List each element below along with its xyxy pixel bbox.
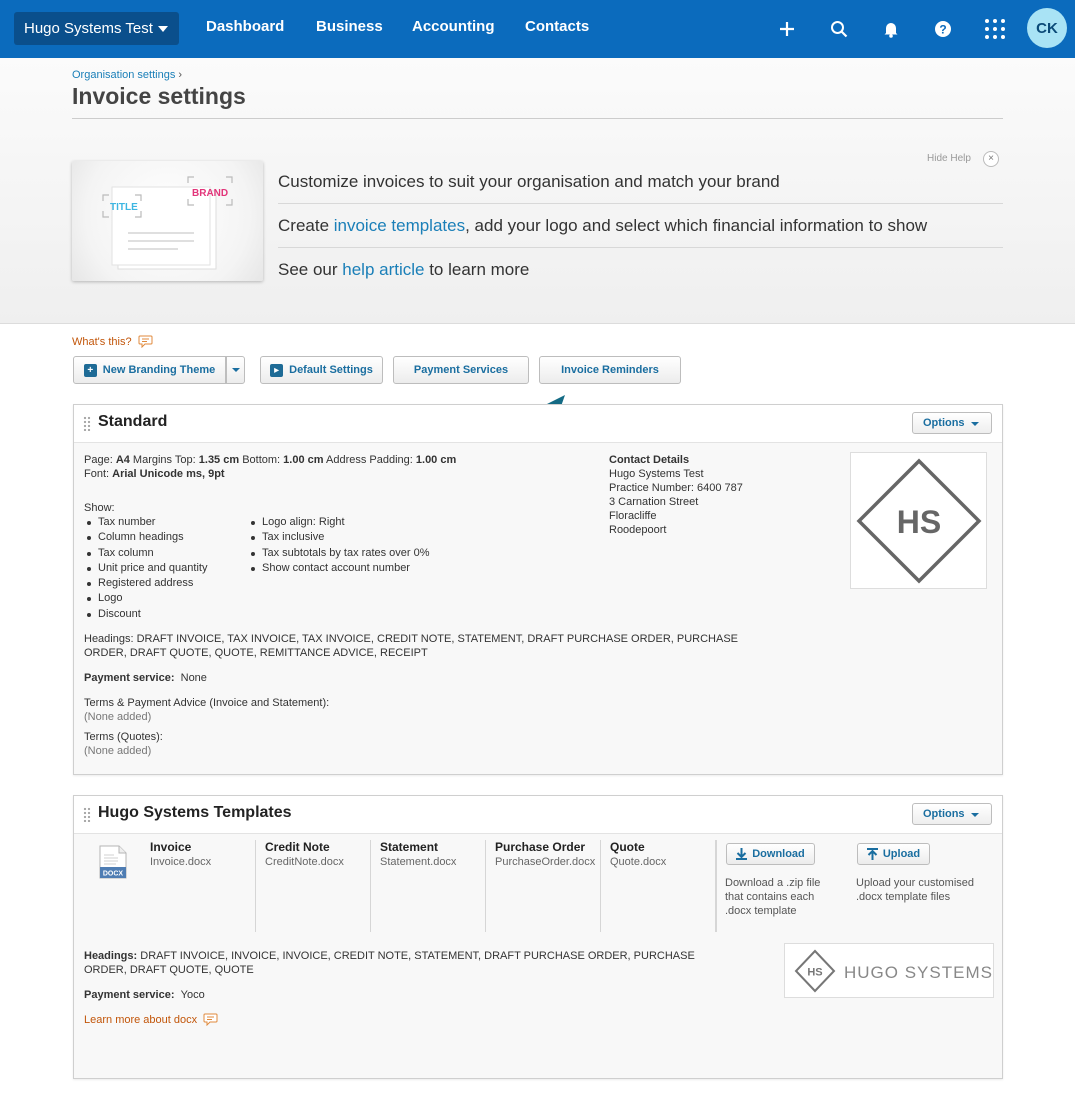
list-item: Tax inclusive bbox=[248, 530, 430, 545]
invoice-reminders-button[interactable]: Invoice Reminders bbox=[539, 356, 681, 384]
headings-value: ORDER, DRAFT QUOTE, QUOTE bbox=[84, 964, 254, 976]
breadcrumb bbox=[72, 69, 182, 81]
template-file-link[interactable]: Statement.docx bbox=[380, 856, 457, 868]
whats-this-link[interactable] bbox=[72, 334, 154, 348]
template-headings bbox=[84, 949, 695, 977]
template-file-link[interactable]: Invoice.docx bbox=[150, 856, 212, 868]
learn-more-label: Learn more about docx bbox=[84, 1014, 198, 1026]
play-icon: ▸ bbox=[270, 364, 283, 377]
speech-bubble-icon bbox=[203, 1012, 219, 1026]
help-text: to learn more bbox=[424, 260, 530, 279]
list-item: Logo bbox=[84, 591, 207, 606]
show-label: Show: bbox=[84, 502, 115, 514]
plus-icon[interactable] bbox=[774, 16, 800, 42]
label: Terms (Quotes): bbox=[84, 731, 163, 743]
download-icon bbox=[736, 848, 747, 860]
logo-text: HUGO SYSTEMS bbox=[844, 963, 993, 982]
new-branding-theme-button[interactable] bbox=[73, 356, 226, 384]
upload-icon bbox=[867, 848, 878, 860]
theme-logo bbox=[850, 452, 987, 589]
upload-button[interactable] bbox=[857, 843, 930, 865]
panel-title: Standard bbox=[98, 413, 168, 430]
label: Terms & Payment Advice (Invoice and Statement): bbox=[84, 697, 330, 709]
label: Headings: bbox=[84, 633, 137, 645]
bell-icon[interactable] bbox=[878, 16, 904, 42]
upload-description bbox=[856, 876, 974, 904]
panel-header bbox=[74, 796, 1002, 834]
address-padding: 1.00 cm bbox=[415, 454, 457, 466]
label: Address Padding: bbox=[323, 454, 416, 466]
caret-down-icon bbox=[158, 26, 168, 32]
label: Bottom: bbox=[239, 454, 284, 466]
list-item: Logo align: Right bbox=[248, 515, 430, 530]
nav-accounting[interactable]: Accounting bbox=[412, 18, 495, 35]
options-label: Options bbox=[923, 808, 965, 820]
list-item: Tax column bbox=[84, 546, 207, 561]
illustration-brand-label: BRAND bbox=[192, 188, 229, 199]
new-branding-theme-dropdown[interactable] bbox=[226, 356, 245, 384]
contact-line: 3 Carnation Street bbox=[609, 496, 699, 508]
list-item: Show contact account number bbox=[248, 561, 430, 576]
options-label: Options bbox=[923, 417, 965, 429]
list-item: Unit price and quantity bbox=[84, 561, 207, 576]
help-line-2 bbox=[278, 216, 927, 236]
options-button[interactable] bbox=[912, 412, 992, 434]
upload-label: Upload bbox=[882, 848, 921, 860]
label: Margins Top: bbox=[129, 454, 199, 466]
caret-down-icon bbox=[971, 813, 979, 817]
help-icon[interactable] bbox=[930, 16, 956, 42]
template-name: Credit Note bbox=[265, 840, 330, 854]
svg-text:?: ? bbox=[939, 22, 947, 37]
close-icon[interactable]: × bbox=[983, 151, 999, 167]
terms-payment bbox=[84, 696, 329, 724]
download-description bbox=[725, 876, 820, 918]
logo-mark: HS bbox=[807, 966, 823, 979]
description-line: that contains each bbox=[725, 891, 815, 903]
org-switcher[interactable] bbox=[14, 12, 179, 45]
help-text: Create bbox=[278, 216, 334, 235]
new-branding-theme-label: New Branding Theme bbox=[102, 364, 216, 376]
divider bbox=[278, 247, 1003, 248]
list-item: Column headings bbox=[84, 530, 207, 545]
contact-details bbox=[609, 453, 743, 537]
template-payment-service bbox=[84, 988, 205, 1002]
contact-line: Hugo Systems Test bbox=[609, 468, 704, 480]
hugo-systems-logo bbox=[784, 943, 994, 998]
caret-down-icon bbox=[232, 368, 240, 372]
invoice-templates-link[interactable]: invoice templates bbox=[333, 216, 466, 235]
template-name: Statement bbox=[380, 840, 439, 854]
template-invoice bbox=[150, 840, 256, 932]
description-line: .docx template bbox=[725, 905, 797, 917]
download-button[interactable] bbox=[726, 843, 815, 865]
search-icon[interactable] bbox=[826, 16, 852, 42]
template-purchase-order bbox=[495, 840, 601, 932]
list-item: Tax subtotals by tax rates over 0% bbox=[248, 546, 430, 561]
contact-title: Contact Details bbox=[609, 454, 690, 466]
label: Page: bbox=[84, 454, 116, 466]
template-quote bbox=[610, 840, 716, 932]
logo-text: HS bbox=[896, 504, 942, 540]
contact-line: Practice Number: 6400 787 bbox=[609, 482, 743, 494]
headings-value: ORDER, DRAFT QUOTE, QUOTE, REMITTANCE ADVICE, RECEIPT bbox=[84, 647, 428, 659]
template-credit-note bbox=[265, 840, 371, 932]
font-value: Arial Unicode ms, 9pt bbox=[112, 468, 225, 480]
org-name: Hugo Systems Test bbox=[24, 20, 153, 37]
payment-service bbox=[84, 671, 207, 685]
speech-bubble-icon bbox=[138, 334, 154, 348]
template-name: Quote bbox=[610, 840, 645, 854]
help-line-1: Customize invoices to suit your organisation and match your brand bbox=[278, 172, 780, 191]
headings-value: DRAFT INVOICE, TAX INVOICE, TAX INVOICE, CREDIT NOTE, STATEMENT, DRAFT PURCHASE ORDER, PURCHASE bbox=[136, 633, 739, 645]
template-name: Invoice bbox=[150, 840, 192, 854]
headings bbox=[84, 632, 738, 660]
label: Payment service: bbox=[84, 672, 175, 684]
show-list-2 bbox=[248, 515, 430, 576]
default-settings-button[interactable] bbox=[260, 356, 383, 384]
label: Headings: bbox=[84, 950, 138, 962]
contact-line: Roodepoort bbox=[609, 524, 667, 536]
payment-service-value: Yoco bbox=[180, 989, 205, 1001]
description-line: Download a .zip file bbox=[725, 877, 821, 889]
breadcrumb-separator: › bbox=[178, 69, 183, 81]
template-name: Purchase Order bbox=[495, 840, 586, 854]
options-button[interactable] bbox=[912, 803, 992, 825]
docx-file-icon bbox=[98, 845, 128, 879]
payment-services-button[interactable]: Payment Services bbox=[393, 356, 529, 384]
label: Payment service: bbox=[84, 989, 175, 1001]
divider bbox=[716, 840, 717, 932]
page-title: Invoice settings bbox=[72, 83, 246, 109]
headings-value: DRAFT INVOICE, INVOICE, INVOICE, CREDIT NOTE, STATEMENT, DRAFT PURCHASE ORDER, PURCHASE bbox=[137, 950, 695, 962]
help-text: , add your logo and select which financial information to show bbox=[465, 216, 928, 235]
margin-bottom: 1.00 cm bbox=[283, 454, 324, 466]
top-nav bbox=[0, 0, 1075, 58]
drag-handle-icon[interactable] bbox=[83, 416, 91, 431]
terms-quotes bbox=[84, 730, 163, 758]
avatar[interactable]: CK bbox=[1027, 8, 1067, 48]
plus-icon: + bbox=[84, 364, 97, 377]
template-file-link[interactable]: PurchaseOrder.docx bbox=[495, 856, 596, 868]
standard-theme-panel bbox=[73, 404, 1003, 775]
illustration-title-label: TITLE bbox=[110, 202, 138, 213]
whats-this-label: What's this? bbox=[72, 336, 132, 348]
docx-badge: DOCX bbox=[102, 870, 124, 878]
panel-title: Hugo Systems Templates bbox=[98, 804, 292, 821]
nav-contacts[interactable]: Contacts bbox=[525, 18, 590, 35]
page-size: A4 bbox=[115, 454, 130, 466]
nav-dashboard[interactable]: Dashboard bbox=[206, 18, 285, 35]
templates-panel bbox=[73, 795, 1003, 1079]
margin-top: 1.35 cm bbox=[198, 454, 240, 466]
help-line-3 bbox=[278, 260, 529, 280]
breadcrumb-org-settings[interactable]: Organisation settings bbox=[72, 69, 176, 81]
apps-grid-icon[interactable] bbox=[982, 16, 1008, 42]
help-text: See our bbox=[278, 260, 343, 279]
description-line: Upload your customised bbox=[856, 877, 975, 889]
page-settings bbox=[84, 453, 456, 481]
help-article-link[interactable]: help article bbox=[342, 260, 425, 279]
panel-header bbox=[74, 405, 1002, 443]
caret-down-icon bbox=[971, 422, 979, 426]
contact-line: Floracliffe bbox=[609, 510, 657, 522]
payment-service-value: None bbox=[180, 672, 207, 684]
help-illustration bbox=[72, 161, 263, 281]
template-statement bbox=[380, 840, 486, 932]
divider bbox=[72, 118, 1003, 119]
download-label: Download bbox=[752, 848, 805, 860]
hide-help-link[interactable]: Hide Help bbox=[927, 153, 971, 164]
default-settings-label: Default Settings bbox=[289, 364, 373, 376]
drag-handle-icon[interactable] bbox=[83, 807, 91, 822]
description-line: .docx template files bbox=[856, 891, 951, 903]
list-item: Discount bbox=[84, 607, 207, 622]
terms-payment-value: (None added) bbox=[84, 711, 152, 723]
terms-quotes-value: (None added) bbox=[84, 745, 152, 757]
template-file-link[interactable]: Quote.docx bbox=[610, 856, 667, 868]
divider bbox=[278, 203, 1003, 204]
show-list-1 bbox=[84, 515, 207, 622]
list-item: Tax number bbox=[84, 515, 207, 530]
template-file-link[interactable]: CreditNote.docx bbox=[265, 856, 344, 868]
nav-business[interactable]: Business bbox=[316, 18, 383, 35]
list-item: Registered address bbox=[84, 576, 207, 591]
label: Font: bbox=[84, 468, 113, 480]
learn-more-docx-link[interactable] bbox=[84, 1012, 219, 1027]
